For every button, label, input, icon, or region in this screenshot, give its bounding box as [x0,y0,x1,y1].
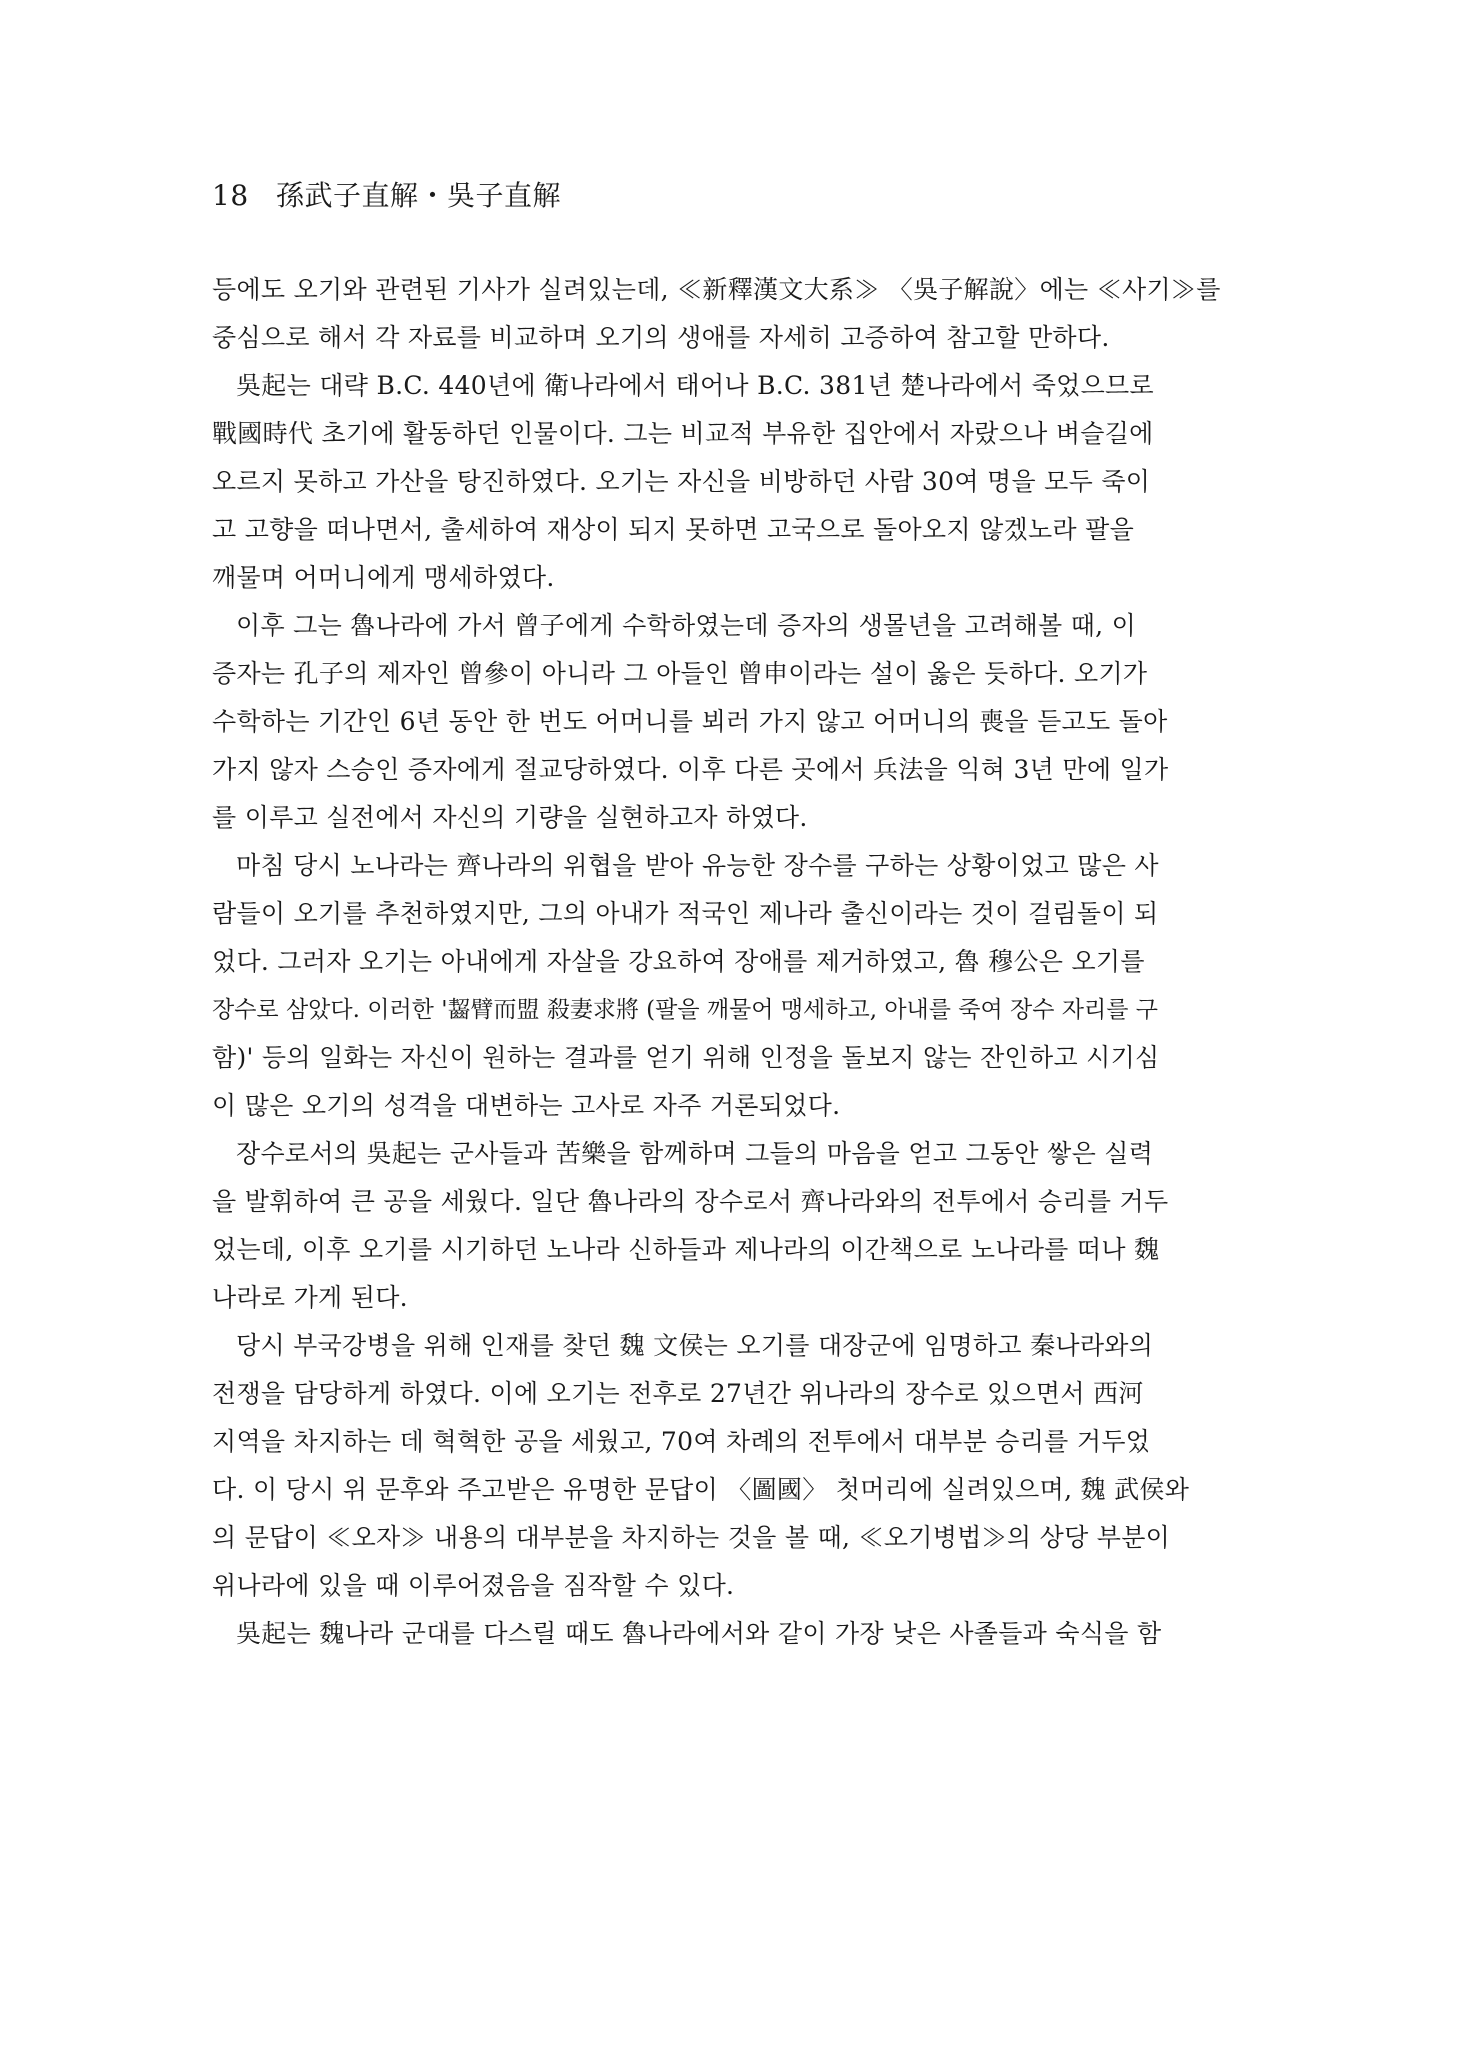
paragraph [212,1322,1270,1610]
text-line: 었는데, 이후 오기를 시기하던 노나라 신하들과 제나라의 이간책으로 노나라를 떠나 魏 [212,1235,1160,1264]
text-line: 지역을 차지하는 데 혁혁한 공을 세웠고, 70여 차례의 전투에서 대부분 승리를 거두었 [212,1427,1151,1456]
text-line: 중심으로 해서 각 자료를 비교하며 오기의 생애를 자세히 고증하여 참고할 만하다. [212,323,1110,352]
text-line: 위나라에 있을 때 이루어졌음을 짐작할 수 있다. [212,1571,735,1600]
text-line: 함)' 등의 일화는 자신이 원하는 결과를 얻기 위해 인정을 돌보지 않는 잔인하고 시기심 [212,1043,1160,1072]
text-line: 오르지 못하고 가산을 탕진하였다. 오기는 자신을 비방하던 사람 30여 명을 모두 죽이 [212,467,1151,496]
text-line: 의 문답이 ≪오자≫ 내용의 대부분을 차지하는 것을 볼 때, ≪오기병법≫의 상당 부분이 [212,1523,1171,1552]
text-line: 이후 그는 魯나라에 가서 曾子에게 수학하였는데 증자의 생몰년을 고려해볼 때, 이 [236,611,1137,640]
running-header [212,176,561,216]
text-line: 장수로서의 吳起는 군사들과 苦樂을 함께하며 그들의 마음을 얻고 그동안 쌓은 실력 [236,1139,1154,1168]
text-line: 吳起는 魏나라 군대를 다스릴 때도 魯나라에서와 같이 가장 낮은 사졸들과 숙식을 함 [236,1619,1162,1648]
text-line: 마침 당시 노나라는 齊나라의 위협을 받아 유능한 장수를 구하는 상황이었고 많은 사 [236,851,1159,880]
text-line: 었다. 그러자 오기는 아내에게 자살을 강요하여 장애를 제거하였고, 魯 穆公은 오기를 [212,947,1145,976]
text-line: 戰國時代 초기에 활동하던 인물이다. 그는 비교적 부유한 집안에서 자랐으나 벼슬길에 [212,419,1154,448]
paragraph [212,266,1270,362]
text-line: 장수로 삼았다. 이러한 '齧臂而盟 殺妻求將 (팔을 깨물어 맹세하고, 아내를 죽여 장수 자리를 구 [212,997,1158,1023]
paragraph [212,1610,1270,1658]
text-line: 람들이 오기를 추천하였지만, 그의 아내가 적국인 제나라 출신이라는 것이 걸림돌이 되 [212,899,1159,928]
text-line: 이 많은 오기의 성격을 대변하는 고사로 자주 거론되었다. [212,1091,841,1120]
text-line: 수학하는 기간인 6년 동안 한 번도 어머니를 뵈러 가지 않고 어머니의 喪을 듣고도 돌아 [212,707,1168,736]
paragraph [212,842,1270,1130]
text-line: 당시 부국강병을 위해 인재를 찾던 魏 文侯는 오기를 대장군에 임명하고 秦나라와의 [236,1331,1154,1360]
text-line: 를 이루고 실전에서 자신의 기량을 실현하고자 하였다. [212,803,808,832]
paragraph [212,1130,1270,1322]
paragraph [212,362,1270,602]
text-line: 을 발휘하여 큰 공을 세웠다. 일단 魯나라의 장수로서 齊나라와의 전투에서 승리를 거두 [212,1187,1169,1216]
text-line: 다. 이 당시 위 문후와 주고받은 유명한 문답이 〈圖國〉 첫머리에 실려있으며, 魏 武侯와 [212,1475,1190,1504]
text-line: 고 고향을 떠나면서, 출세하여 재상이 되지 못하면 고국으로 돌아오지 않겠노라 팔을 [212,515,1135,544]
text-line: 가지 않자 스승인 증자에게 절교당하였다. 이후 다른 곳에서 兵法을 익혀 3년 만에 일가 [212,755,1169,784]
text-line: 깨물며 어머니에게 맹세하였다. [212,563,555,592]
text-line: 전쟁을 담당하게 하였다. 이에 오기는 전후로 27년간 위나라의 장수로 있으면서 西河 [212,1379,1144,1408]
page-number: 18 [212,179,249,212]
body-text [212,266,1270,1658]
text-line: 등에도 오기와 관련된 기사가 실려있는데, ≪新釋漢文大系≫ 〈吳子解說〉에는 ≪사기≫를 [212,275,1221,304]
paragraph [212,602,1270,842]
text-line: 증자는 孔子의 제자인 曾參이 아니라 그 아들인 曾申이라는 설이 옳은 듯하다. 오기가 [212,659,1148,688]
text-line: 나라로 가게 된다. [212,1283,408,1312]
book-title: 孫武子直解・吳子直解 [276,179,562,212]
text-line: 吳起는 대략 B.C. 440년에 衛나라에서 태어나 B.C. 381년 楚나라에서 죽었으므로 [236,371,1154,400]
